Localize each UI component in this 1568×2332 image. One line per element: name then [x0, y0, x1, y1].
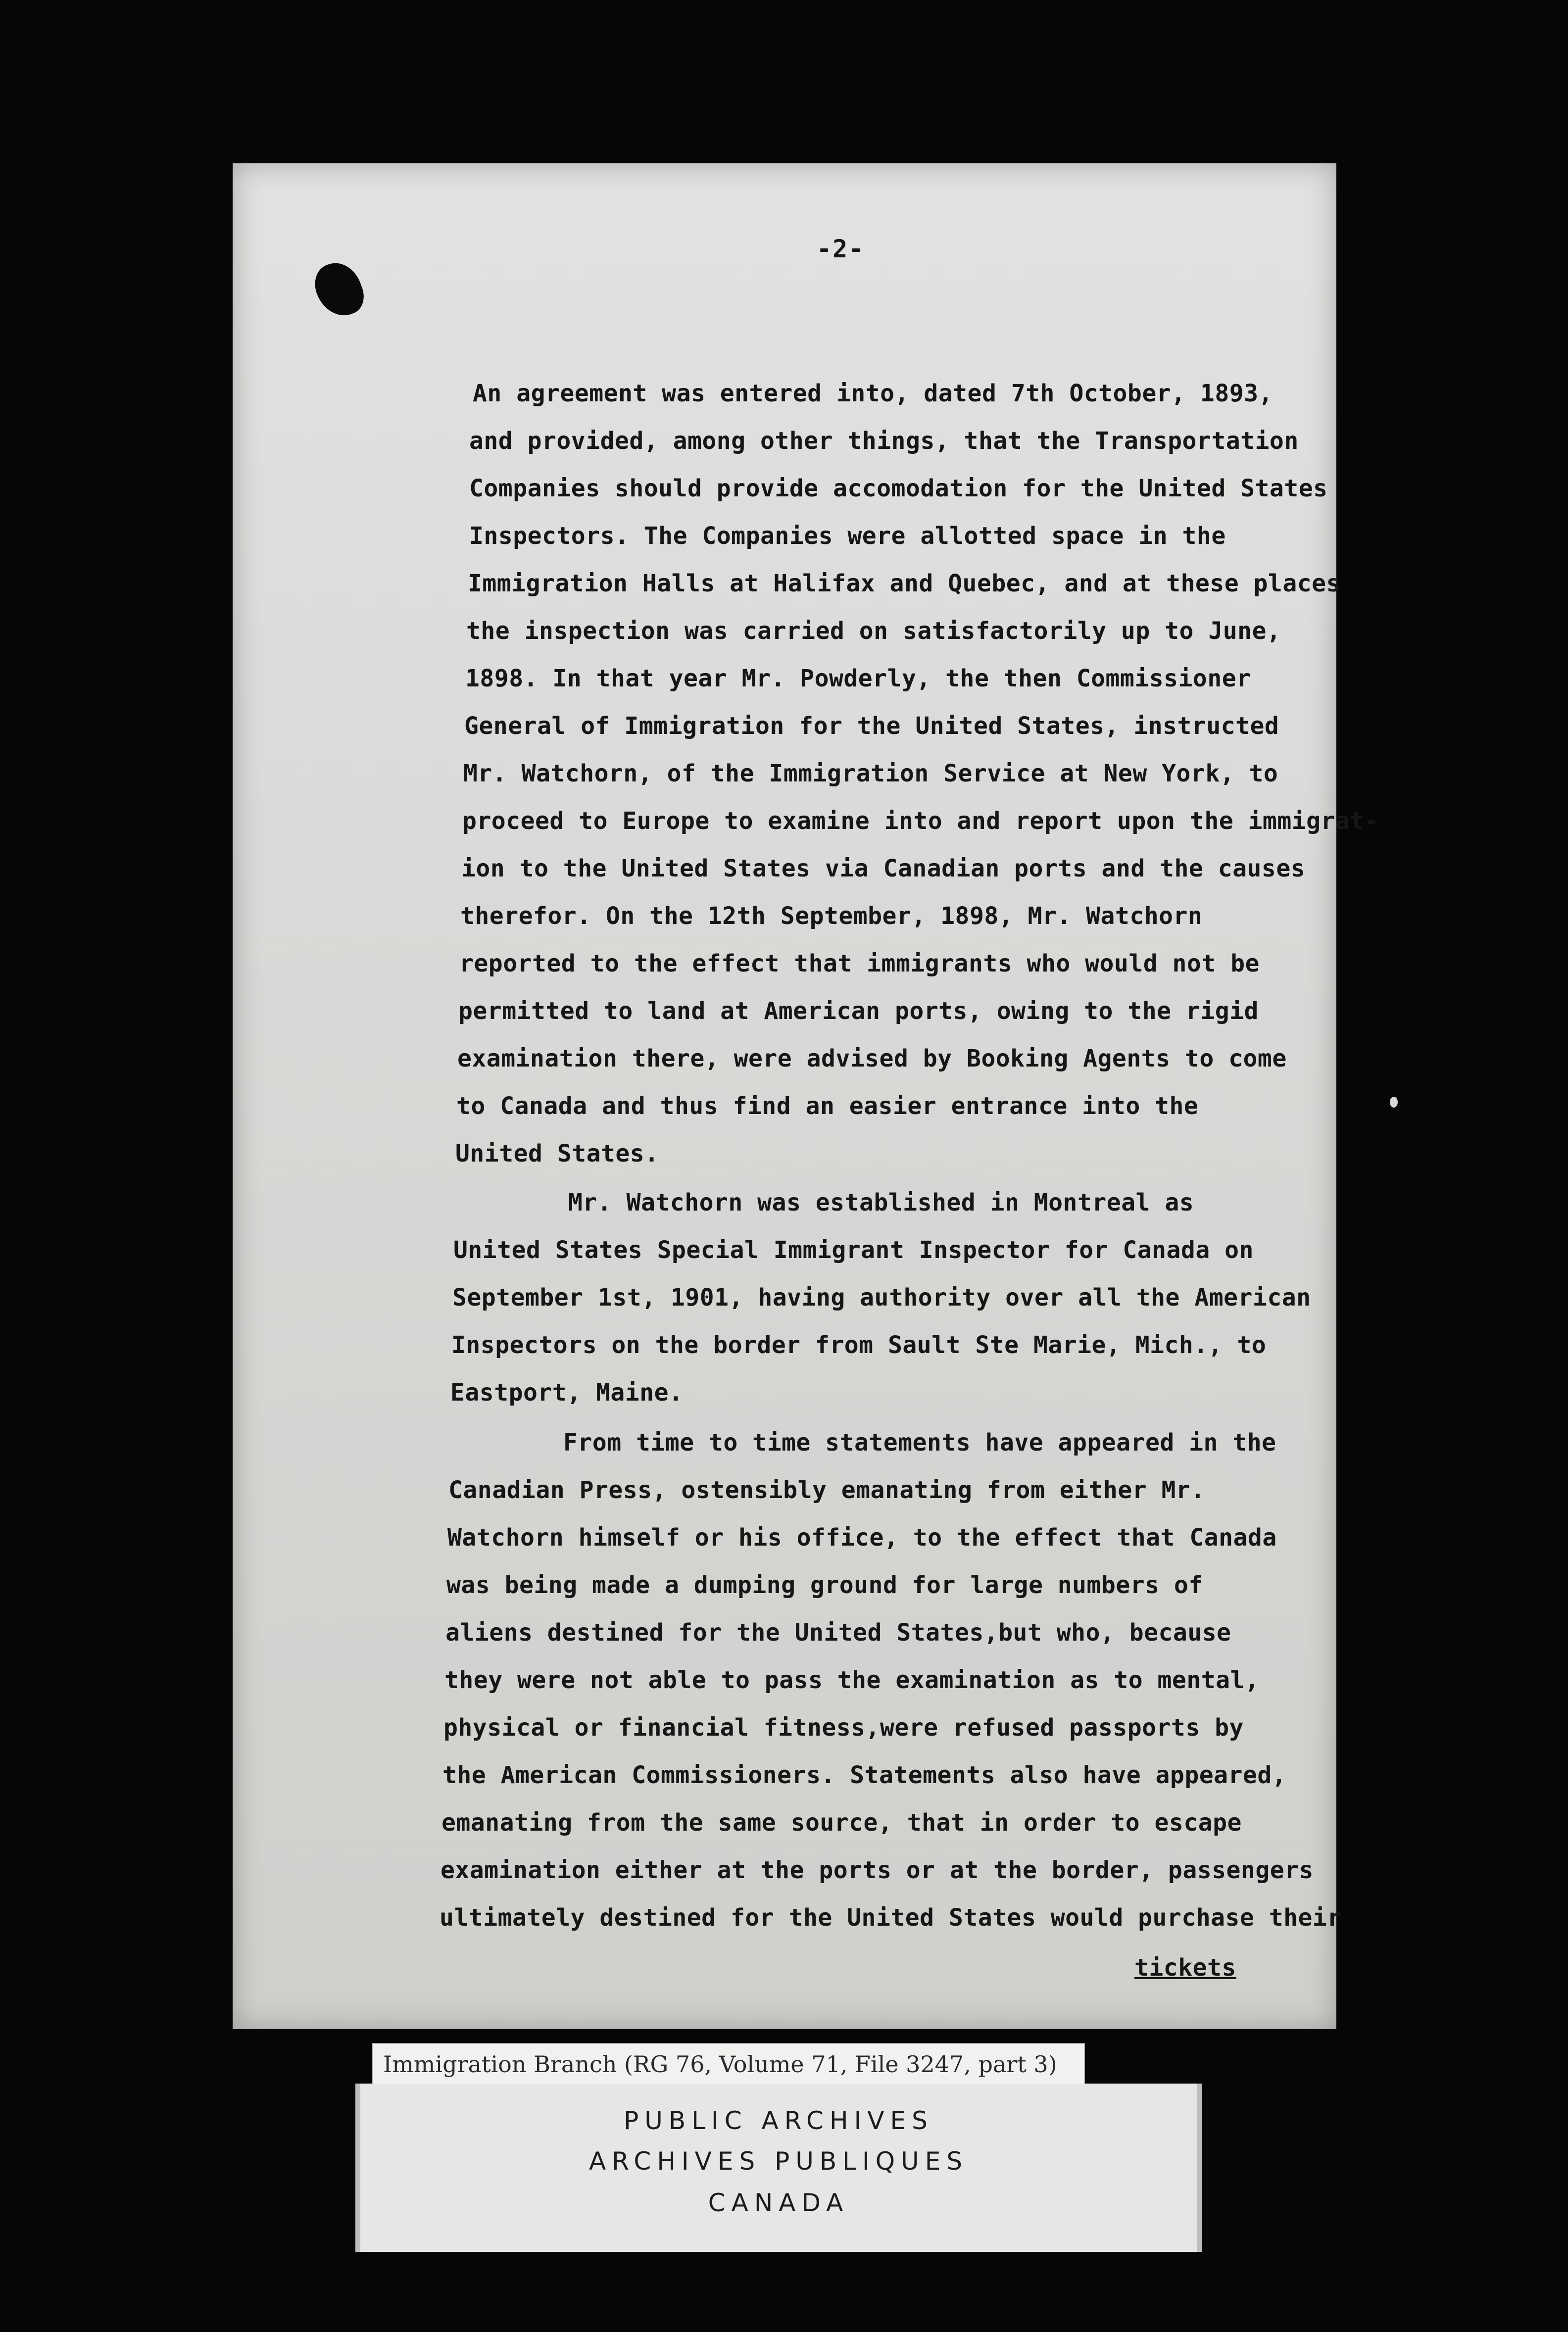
body-line-22: Eastport, Maine.: [450, 1379, 684, 1407]
body-line-33: ultimately destined for the United States would purchase their: [440, 1904, 1342, 1932]
stamp-line-2: ARCHIVES PUBLIQUES: [588, 2147, 969, 2176]
body-line-5: Immigration Halls at Halifax and Quebec, and at these places: [468, 570, 1341, 597]
body-line-12: therefor. On the 12th September, 1898, Mr. Watchorn: [460, 902, 1203, 930]
body-line-23: From time to time statements have appeared in the: [563, 1429, 1276, 1457]
archive-reference-text: Immigration Branch (RG 76, Volume 71, File 3247, part 3): [383, 2051, 1057, 2078]
stamp-line-1: PUBLIC ARCHIVES: [624, 2106, 933, 2135]
body-line-18: Mr. Watchorn was established in Montreal as: [568, 1189, 1194, 1216]
body-line-2: and provided, among other things, that the Transportation: [469, 427, 1299, 455]
body-line-10: proceed to Europe to examine into and report upon the immigrat-: [462, 807, 1379, 835]
body-line-28: they were not able to pass the examination as to mental,: [444, 1666, 1260, 1694]
body-line-24: Canadian Press, ostensibly emanating from either Mr.: [448, 1476, 1205, 1504]
body-line-20: September 1st, 1901, having authority over all the American: [452, 1284, 1311, 1312]
body-line-11: ion to the United States via Canadian ports and the causes: [461, 855, 1306, 882]
body-line-31: emanating from the same source, that in order to escape: [441, 1809, 1242, 1837]
archive-reference-label: [372, 2043, 1085, 2089]
body-line-1: An agreement was entered into, dated 7th October, 1893,: [473, 380, 1273, 407]
body-line-3: Companies should provide accomodation for the United States: [469, 475, 1328, 502]
stamp-line-3: CANADA: [708, 2188, 849, 2217]
body-line-19: United States Special Immigrant Inspector for Canada on: [453, 1236, 1254, 1264]
body-line-25: Watchorn himself or his office, to the effect that Canada: [447, 1524, 1277, 1552]
body-line-7: 1898. In that year Mr. Powderly, the then Commissioner: [465, 665, 1251, 692]
body-line-8: General of Immigration for the United States, instructed: [464, 712, 1279, 740]
body-line-30: the American Commissioners. Statements also have appeared,: [442, 1761, 1287, 1789]
body-line-29: physical or financial fitness,were refused passports by: [443, 1714, 1244, 1742]
body-line-13: reported to the effect that immigrants who would not be: [459, 950, 1260, 977]
body-line-32: examination either at the ports or at the border, passengers: [441, 1856, 1314, 1884]
document-page: [233, 163, 1336, 2029]
body-line-27: aliens destined for the United States,but who, because: [445, 1619, 1231, 1647]
page-number: -2-: [817, 235, 865, 263]
body-line-16: to Canada and thus find an easier entrance into the: [456, 1092, 1199, 1120]
body-line-21: Inspectors on the border from Sault Ste Marie, Mich., to: [451, 1331, 1267, 1359]
film-speck: [1390, 1097, 1398, 1108]
body-line-15: examination there, were advised by Booking Agents to come: [457, 1045, 1287, 1072]
archive-stamp: [355, 2084, 1202, 2252]
body-line-14: permitted to land at American ports, owing to the rigid: [458, 997, 1259, 1025]
body-line-17: United States.: [455, 1140, 659, 1167]
body-line-26: was being made a dumping ground for large numbers of: [446, 1571, 1203, 1599]
body-line-9: Mr. Watchorn, of the Immigration Service at New York, to: [463, 760, 1278, 787]
catchword: tickets: [1134, 1954, 1236, 1982]
body-line-6: the inspection was carried on satisfactorily up to June,: [466, 617, 1281, 645]
body-line-4: Inspectors. The Companies were allotted space in the: [469, 522, 1226, 550]
